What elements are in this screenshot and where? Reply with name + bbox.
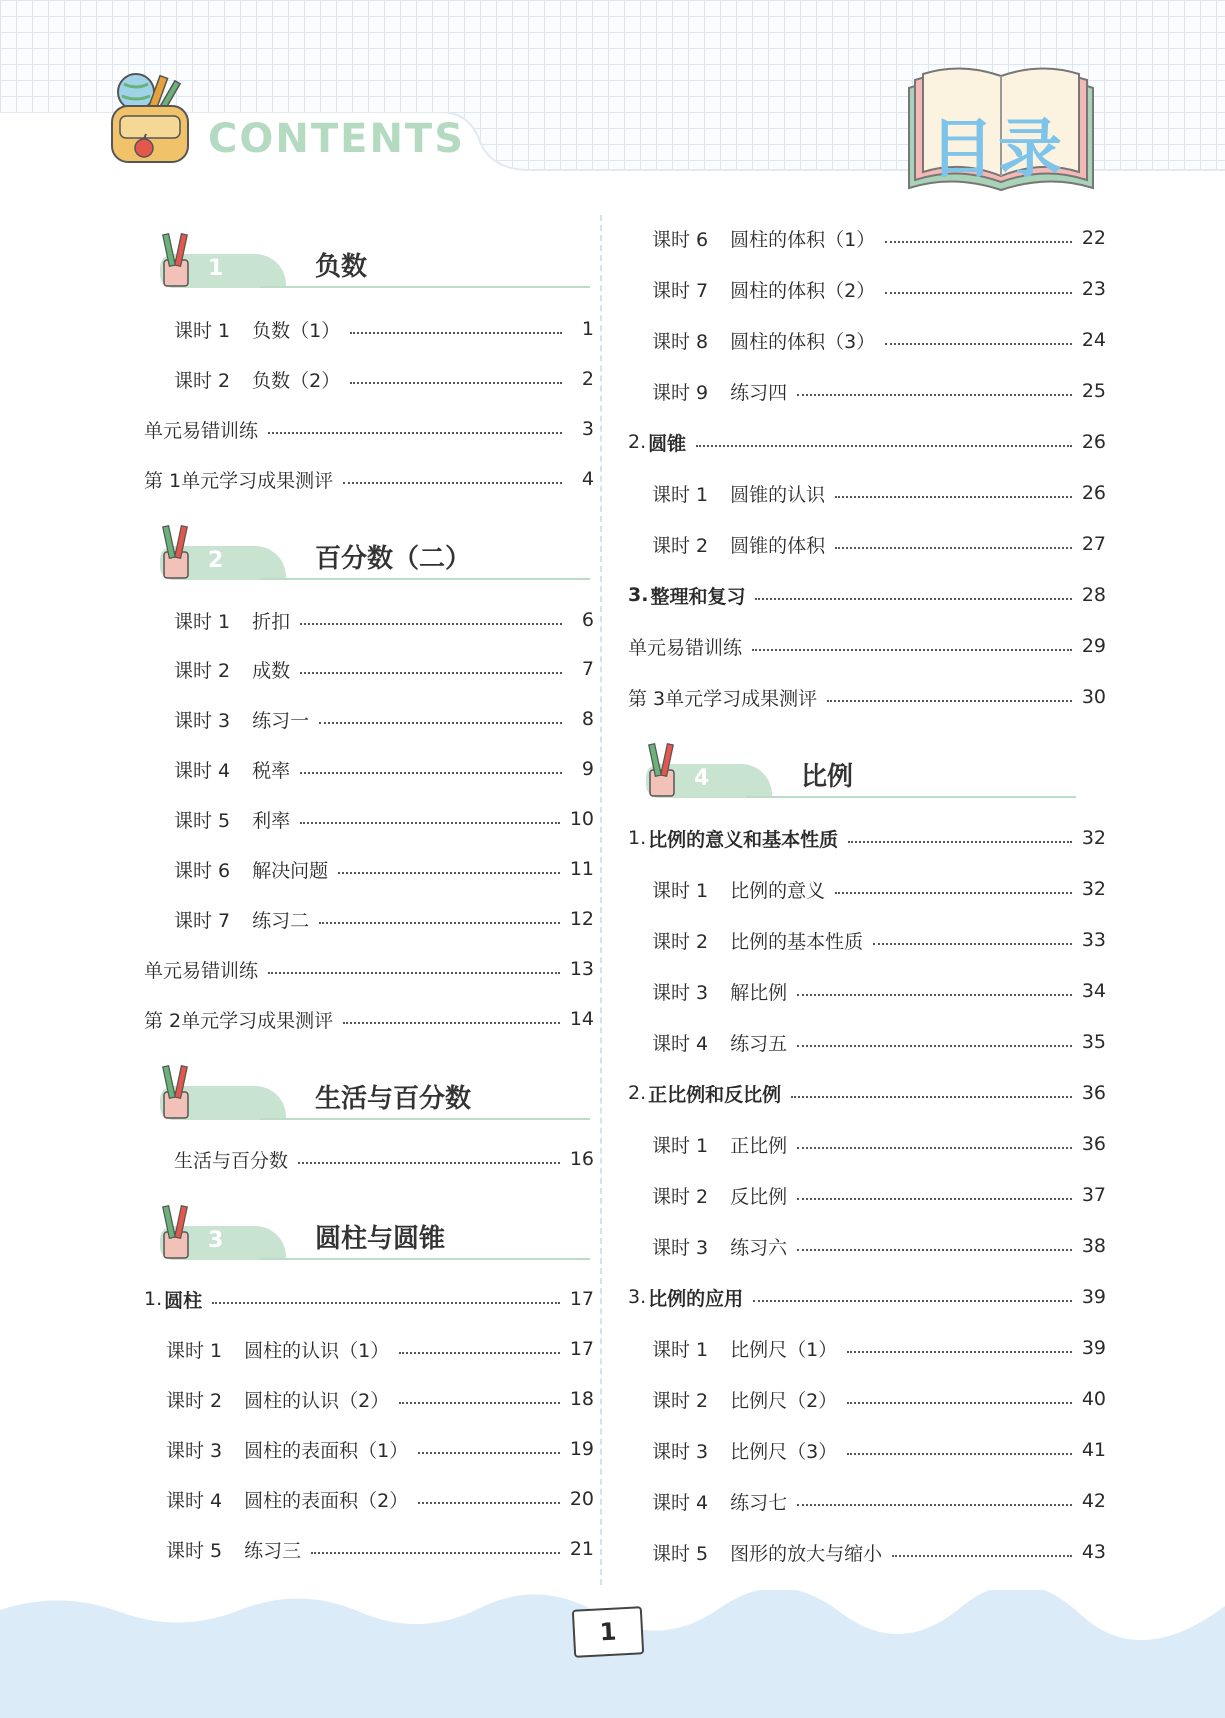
toc-entry[interactable] bbox=[628, 580, 1106, 610]
unit-title: 生活与百分数 bbox=[315, 1084, 472, 1114]
entry-page: 17 bbox=[569, 1338, 594, 1360]
entry-title: 折扣 bbox=[252, 610, 291, 633]
toc-entry[interactable] bbox=[144, 464, 594, 494]
entry-title: 圆锥的体积 bbox=[730, 534, 826, 557]
toc-entry[interactable] bbox=[652, 976, 1106, 1006]
unit-underline bbox=[260, 1258, 590, 1260]
leader-dots bbox=[319, 722, 562, 724]
leader-dots bbox=[797, 1045, 1072, 1047]
leader-dots bbox=[892, 1555, 1072, 1557]
leader-dots bbox=[885, 241, 1072, 243]
toc-entry[interactable] bbox=[652, 1231, 1106, 1261]
unit-underline bbox=[260, 1118, 590, 1120]
leader-dots bbox=[350, 332, 562, 334]
unit-1-header bbox=[140, 232, 600, 288]
entry-title: 负数（2） bbox=[252, 369, 341, 392]
entry-page: 6 bbox=[581, 609, 594, 631]
entry-title: 练习六 bbox=[730, 1236, 788, 1259]
entry-page: 22 bbox=[1081, 227, 1106, 249]
toc-entry[interactable] bbox=[652, 376, 1106, 406]
entry-page: 20 bbox=[569, 1488, 594, 1510]
entry-prefix: 课时 2 bbox=[166, 1389, 223, 1412]
entry-page: 11 bbox=[569, 858, 594, 880]
entry-page: 39 bbox=[1081, 1337, 1106, 1359]
toc-entry[interactable] bbox=[166, 1334, 594, 1364]
entry-prefix: 2. bbox=[628, 1082, 647, 1104]
toc-entry[interactable] bbox=[652, 1129, 1106, 1159]
entry-page: 1 bbox=[581, 318, 594, 340]
toc-entry[interactable] bbox=[628, 1282, 1106, 1312]
leader-dots bbox=[835, 892, 1072, 894]
unit-number: 3 bbox=[208, 1228, 224, 1253]
entry-page: 41 bbox=[1081, 1439, 1106, 1461]
leader-dots bbox=[791, 1096, 1072, 1098]
page-number: 1 bbox=[572, 1606, 644, 1658]
entry-prefix: 课时 4 bbox=[166, 1489, 223, 1512]
unit-title: 比例 bbox=[801, 762, 854, 792]
entry-prefix: 课时 5 bbox=[652, 1542, 709, 1565]
leader-dots bbox=[835, 496, 1072, 498]
toc-entry[interactable] bbox=[652, 1333, 1106, 1363]
entry-prefix: 课时 4 bbox=[174, 759, 231, 782]
leader-dots bbox=[848, 841, 1072, 843]
entry-page: 14 bbox=[569, 1008, 594, 1030]
entry-page: 42 bbox=[1081, 1490, 1106, 1512]
entry-title: 圆柱的表面积（1） bbox=[244, 1439, 409, 1462]
entry-page: 2 bbox=[581, 368, 594, 390]
entry-title: 单元易错训练 bbox=[144, 419, 259, 442]
leader-dots bbox=[797, 1504, 1072, 1506]
entry-prefix: 课时 6 bbox=[652, 228, 709, 251]
unit-number: 4 bbox=[694, 766, 710, 791]
leader-dots bbox=[399, 1402, 560, 1404]
entry-prefix: 课时 2 bbox=[174, 659, 231, 682]
toc-entry[interactable] bbox=[174, 904, 594, 934]
toc-entry[interactable] bbox=[652, 529, 1106, 559]
entry-page: 39 bbox=[1081, 1286, 1106, 1308]
toc-entry[interactable] bbox=[174, 654, 594, 684]
entry-title: 解比例 bbox=[730, 981, 788, 1004]
entry-title: 单元易错训练 bbox=[628, 636, 743, 659]
entry-page: 36 bbox=[1081, 1133, 1106, 1155]
entry-title: 圆锥的认识 bbox=[730, 483, 826, 506]
entry-page: 33 bbox=[1081, 929, 1106, 951]
leader-dots bbox=[319, 922, 560, 924]
toc-entry[interactable] bbox=[166, 1534, 594, 1564]
entry-title: 比例的应用 bbox=[648, 1287, 744, 1310]
toc-entry[interactable] bbox=[652, 478, 1106, 508]
leader-dots bbox=[212, 1302, 560, 1304]
entry-page: 32 bbox=[1081, 827, 1106, 849]
entry-prefix: 课时 2 bbox=[652, 930, 709, 953]
leader-dots bbox=[399, 1352, 560, 1354]
leader-dots bbox=[847, 1402, 1072, 1404]
unit-title: 负数 bbox=[315, 252, 368, 282]
entry-title: 圆柱的体积（2） bbox=[730, 279, 876, 302]
toc-entry[interactable] bbox=[652, 1486, 1106, 1516]
toc-entry[interactable] bbox=[174, 854, 594, 884]
entry-title: 第 1单元学习成果测评 bbox=[144, 469, 334, 492]
leader-dots bbox=[418, 1502, 560, 1504]
entry-title: 图形的放大与缩小 bbox=[730, 1542, 883, 1565]
entry-title: 整理和复习 bbox=[650, 585, 746, 608]
unit-4-header bbox=[626, 742, 1096, 798]
leader-dots bbox=[797, 394, 1072, 396]
entry-title: 比例的基本性质 bbox=[730, 930, 864, 953]
pencil-cup-icon bbox=[154, 1064, 198, 1120]
unit-underline bbox=[260, 286, 590, 288]
entry-title: 比例尺（3） bbox=[730, 1440, 838, 1463]
entry-page: 26 bbox=[1081, 482, 1106, 504]
toc-entry[interactable] bbox=[174, 704, 594, 734]
unit-number: 2 bbox=[208, 548, 224, 573]
entry-page: 12 bbox=[569, 908, 594, 930]
leader-dots bbox=[847, 1351, 1072, 1353]
entry-page: 17 bbox=[569, 1288, 594, 1310]
entry-title: 圆柱的认识（1） bbox=[244, 1339, 390, 1362]
leader-dots bbox=[885, 343, 1072, 345]
entry-prefix: 课时 1 bbox=[652, 483, 709, 506]
entry-prefix: 课时 2 bbox=[652, 1389, 709, 1412]
entry-prefix: 课时 2 bbox=[652, 1185, 709, 1208]
toc-entry[interactable] bbox=[174, 754, 594, 784]
entry-page: 26 bbox=[1081, 431, 1106, 453]
unit-3-header bbox=[140, 1204, 600, 1260]
entry-prefix: 课时 1 bbox=[174, 319, 231, 342]
entry-page: 8 bbox=[581, 708, 594, 730]
toc-entry[interactable] bbox=[144, 414, 594, 444]
entry-prefix: 课时 9 bbox=[652, 381, 709, 404]
entry-title: 成数 bbox=[252, 659, 291, 682]
leader-dots bbox=[311, 1552, 560, 1554]
entry-page: 16 bbox=[569, 1148, 594, 1170]
unit-underline bbox=[746, 796, 1076, 798]
toc-entry[interactable] bbox=[144, 1004, 594, 1034]
entry-title: 圆柱的体积（3） bbox=[730, 330, 876, 353]
entry-title: 练习二 bbox=[252, 909, 310, 932]
leader-dots bbox=[343, 482, 562, 484]
entry-page: 24 bbox=[1081, 329, 1106, 351]
entry-page: 38 bbox=[1081, 1235, 1106, 1257]
leader-dots bbox=[885, 292, 1072, 294]
toc-entry[interactable] bbox=[174, 1144, 594, 1174]
entry-prefix: 课时 3 bbox=[652, 1440, 709, 1463]
entry-page: 27 bbox=[1081, 533, 1106, 555]
column-divider bbox=[600, 215, 602, 1585]
toc-entry[interactable] bbox=[174, 804, 594, 834]
leader-dots bbox=[797, 1198, 1072, 1200]
entry-prefix: 2. bbox=[628, 431, 647, 453]
entry-title: 练习四 bbox=[730, 381, 788, 404]
entry-page: 30 bbox=[1081, 686, 1106, 708]
entry-page: 23 bbox=[1081, 278, 1106, 300]
leader-dots bbox=[298, 1162, 560, 1164]
toc-entry[interactable] bbox=[628, 682, 1106, 712]
entry-title: 税率 bbox=[252, 759, 291, 782]
entry-prefix: 1. bbox=[144, 1288, 163, 1310]
toc-entry[interactable] bbox=[652, 325, 1106, 355]
entry-prefix: 课时 1 bbox=[652, 1134, 709, 1157]
entry-prefix: 课时 4 bbox=[652, 1491, 709, 1514]
entry-page: 28 bbox=[1081, 584, 1106, 606]
unit-life-header bbox=[140, 1064, 600, 1120]
entry-prefix: 课时 1 bbox=[166, 1339, 223, 1362]
entry-page: 32 bbox=[1081, 878, 1106, 900]
toc-entry[interactable] bbox=[628, 427, 1106, 457]
entry-prefix: 课时 3 bbox=[652, 1236, 709, 1259]
entry-prefix: 课时 5 bbox=[174, 809, 231, 832]
pencil-cup-icon bbox=[154, 524, 198, 580]
entry-prefix: 课时 1 bbox=[652, 1338, 709, 1361]
toc-entry[interactable] bbox=[652, 1537, 1106, 1567]
entry-page: 13 bbox=[569, 958, 594, 980]
unit-underline bbox=[260, 578, 590, 580]
entry-page: 36 bbox=[1081, 1082, 1106, 1104]
leader-dots bbox=[753, 1300, 1072, 1302]
entry-title: 圆锥 bbox=[648, 432, 687, 455]
entry-page: 40 bbox=[1081, 1388, 1106, 1410]
toc-entry[interactable] bbox=[652, 1180, 1106, 1210]
entry-title: 第 3单元学习成果测评 bbox=[628, 687, 818, 710]
entry-title: 圆柱的体积（1） bbox=[730, 228, 876, 251]
toc-entry[interactable] bbox=[628, 1078, 1106, 1108]
entry-prefix: 课时 7 bbox=[174, 909, 231, 932]
toc-entry[interactable] bbox=[652, 1384, 1106, 1414]
entry-prefix: 课时 3 bbox=[174, 709, 231, 732]
leader-dots bbox=[350, 382, 562, 384]
entry-title: 比例的意义和基本性质 bbox=[648, 828, 839, 851]
toc-entry[interactable] bbox=[166, 1484, 594, 1514]
entry-prefix: 3. bbox=[628, 584, 649, 606]
unit-title: 圆柱与圆锥 bbox=[315, 1224, 446, 1254]
pencil-cup-icon bbox=[640, 742, 684, 798]
leader-dots bbox=[338, 872, 560, 874]
entry-page: 7 bbox=[581, 658, 594, 680]
toc-entry[interactable] bbox=[144, 1284, 594, 1314]
toc-entry[interactable] bbox=[652, 1435, 1106, 1465]
entry-prefix: 课时 6 bbox=[174, 859, 231, 882]
entry-prefix: 1. bbox=[628, 827, 647, 849]
entry-page: 43 bbox=[1081, 1541, 1106, 1563]
entry-prefix: 课时 1 bbox=[174, 610, 231, 633]
unit-2-header bbox=[140, 524, 600, 580]
entry-page: 9 bbox=[581, 758, 594, 780]
leader-dots bbox=[300, 623, 562, 625]
toc-entry[interactable] bbox=[174, 364, 594, 394]
leader-dots bbox=[300, 672, 562, 674]
entry-title: 第 2单元学习成果测评 bbox=[144, 1009, 334, 1032]
leader-dots bbox=[755, 598, 1071, 600]
entry-title: 利率 bbox=[252, 809, 291, 832]
entry-prefix: 课时 3 bbox=[652, 981, 709, 1004]
entry-title: 反比例 bbox=[730, 1185, 788, 1208]
entry-title: 生活与百分数 bbox=[174, 1149, 289, 1172]
leader-dots bbox=[797, 1249, 1072, 1251]
pencil-cup-icon bbox=[154, 1204, 198, 1260]
leader-dots bbox=[268, 972, 560, 974]
entry-title: 圆柱的认识（2） bbox=[244, 1389, 390, 1412]
entry-prefix: 课时 3 bbox=[166, 1439, 223, 1462]
entry-prefix: 课时 5 bbox=[166, 1539, 223, 1562]
leader-dots bbox=[827, 700, 1072, 702]
school-bag-icon bbox=[98, 70, 202, 174]
entry-page: 18 bbox=[569, 1388, 594, 1410]
entry-prefix: 课时 2 bbox=[652, 534, 709, 557]
entry-page: 21 bbox=[569, 1538, 594, 1560]
entry-page: 4 bbox=[581, 468, 594, 490]
leader-dots bbox=[300, 822, 560, 824]
toc-entry[interactable] bbox=[174, 314, 594, 344]
leader-dots bbox=[268, 432, 562, 434]
entry-title: 解决问题 bbox=[252, 859, 329, 882]
toc-entry[interactable] bbox=[652, 925, 1106, 955]
entry-title: 圆柱 bbox=[164, 1289, 203, 1312]
page-title: 目录 bbox=[930, 113, 1066, 187]
toc-entry[interactable] bbox=[166, 1384, 594, 1414]
entry-title: 练习一 bbox=[252, 709, 310, 732]
unit-title: 百分数（二） bbox=[315, 544, 472, 574]
entry-title: 圆柱的表面积（2） bbox=[244, 1489, 409, 1512]
entry-page: 25 bbox=[1081, 380, 1106, 402]
toc-entry[interactable] bbox=[652, 874, 1106, 904]
entry-title: 比例的意义 bbox=[730, 879, 826, 902]
entry-title: 练习三 bbox=[244, 1539, 302, 1562]
leader-dots bbox=[752, 649, 1072, 651]
entry-prefix: 课时 8 bbox=[652, 330, 709, 353]
toc-entry[interactable] bbox=[652, 223, 1106, 253]
entry-page: 37 bbox=[1081, 1184, 1106, 1206]
entry-title: 比例尺（2） bbox=[730, 1389, 838, 1412]
unit-number: 1 bbox=[208, 256, 224, 281]
entry-title: 负数（1） bbox=[252, 319, 341, 342]
entry-title: 正比例和反比例 bbox=[648, 1083, 782, 1106]
entry-prefix: 课时 7 bbox=[652, 279, 709, 302]
leader-dots bbox=[343, 1022, 560, 1024]
entry-title: 单元易错训练 bbox=[144, 959, 259, 982]
entry-page: 35 bbox=[1081, 1031, 1106, 1053]
entry-prefix: 课时 2 bbox=[174, 369, 231, 392]
toc-entry[interactable] bbox=[628, 823, 1106, 853]
toc-entry[interactable] bbox=[628, 631, 1106, 661]
toc-entry[interactable] bbox=[652, 1027, 1106, 1057]
entry-page: 29 bbox=[1081, 635, 1106, 657]
entry-title: 正比例 bbox=[730, 1134, 788, 1157]
entry-title: 练习七 bbox=[730, 1491, 788, 1514]
entry-prefix: 课时 1 bbox=[652, 879, 709, 902]
pencil-cup-icon bbox=[154, 232, 198, 288]
leader-dots bbox=[835, 547, 1072, 549]
toc-entry[interactable] bbox=[652, 274, 1106, 304]
leader-dots bbox=[847, 1453, 1072, 1455]
toc-entry[interactable] bbox=[166, 1434, 594, 1464]
entry-page: 3 bbox=[581, 418, 594, 440]
contents-label: CONTENTS bbox=[208, 116, 466, 162]
leader-dots bbox=[797, 994, 1072, 996]
leader-dots bbox=[797, 1147, 1072, 1149]
leader-dots bbox=[418, 1452, 560, 1454]
leader-dots bbox=[300, 772, 562, 774]
entry-title: 比例尺（1） bbox=[730, 1338, 838, 1361]
leader-dots bbox=[873, 943, 1072, 945]
entry-page: 19 bbox=[569, 1438, 594, 1460]
toc-entry[interactable] bbox=[144, 954, 594, 984]
entry-title: 练习五 bbox=[730, 1032, 788, 1055]
entry-page: 34 bbox=[1081, 980, 1106, 1002]
leader-dots bbox=[696, 445, 1072, 447]
toc-entry[interactable] bbox=[174, 605, 594, 635]
entry-prefix: 课时 4 bbox=[652, 1032, 709, 1055]
entry-page: 10 bbox=[569, 808, 594, 830]
entry-prefix: 3. bbox=[628, 1286, 647, 1308]
